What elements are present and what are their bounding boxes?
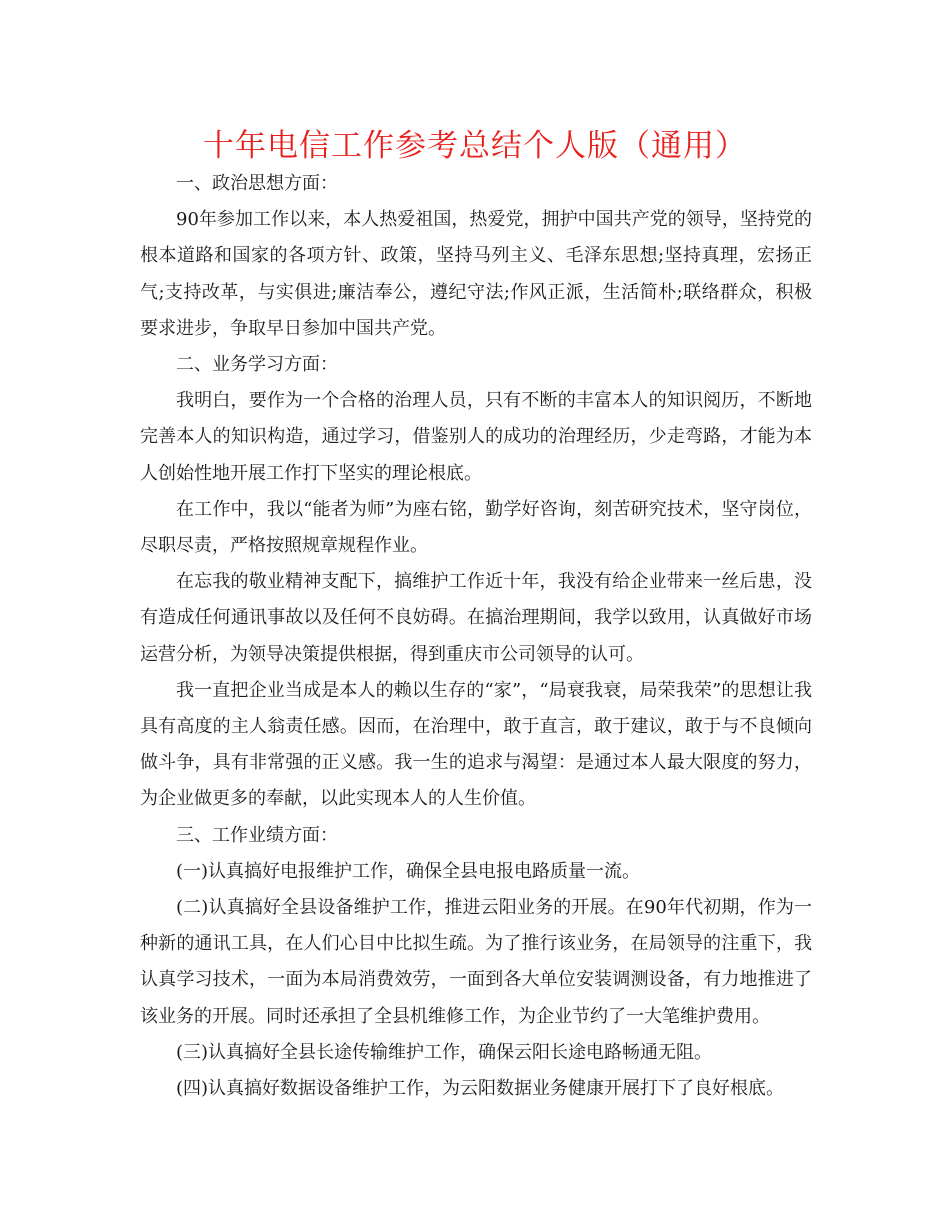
paragraph-study-1: 我明白，要作为一个合格的治理人员，只有不断的丰富本人的知识阅历，不断地完善本人的知识构造，通过学习，借鉴别人的成功的治理经历，少走弯路，才能为本人创始性地开展工作打下坚实的理论根底。 — [140, 390, 812, 484]
section-heading-performance: 三、工作业绩方面： — [176, 824, 338, 846]
document-body — [140, 166, 812, 1107]
paragraph-study-2: 在工作中，我以“能者为师”为座右铭，勤学好咨询，刻苦研究技术，坚守岗位，尽职尽责，严格按照规章规程作业。 — [140, 498, 812, 557]
section-heading-study: 二、业务学习方面： — [176, 354, 338, 376]
list-item-3: (三)认真搞好全县长途传输维护工作，确保云阳长途电路畅通无阻。 — [176, 1041, 713, 1063]
paragraph-study-3: 在忘我的敬业精神支配下，搞维护工作近十年，我没有给企业带来一丝后患，没有造成任何通讯事故以及任何不良妨碍。在搞治理期间，我学以致用，认真做好市场运营分析，为领导决策提供根据，得到重庆市公司领导的认可。 — [140, 571, 812, 665]
document-title: 十年电信工作参考总结个人版（通用） — [203, 128, 747, 164]
list-item-1: (一)认真搞好电报维护工作，确保全县电报电路质量一流。 — [176, 860, 641, 882]
paragraph-political: 90年参加工作以来，本人热爱祖国，热爱党，拥护中国共产党的领导，坚持党的根本道路和国家的各项方针、政策，坚持马列主义、毛泽东思想;坚持真理，宏扬正气;支持改革，与实俱进;廉洁奉公，遵纪守法;作风正派，生活简朴;联络群众，积极要求进步，争取早日参加中国共产党。 — [140, 209, 812, 339]
list-item-4: (四)认真搞好数据设备维护工作，为云阳数据业务健康开展打下了良好根底。 — [176, 1078, 785, 1100]
paragraph-study-4: 我一直把企业当成是本人的赖以生存的“家”，“局衰我衰，局荣我荣”的思想让我具有高度的主人翁责任感。因而，在治理中，敢于直言，敢于建议，敢于与不良倾向做斗争，具有非常强的正义感。我一生的追求与渴望：是通过本人最大限度的努力，为企业做更多的奉献，以此实现本人的人生价值。 — [140, 679, 812, 810]
section-heading-political: 一、政治思想方面： — [176, 173, 338, 194]
list-item-2: (二)认真搞好全县设备维护工作，推进云阳业务的开展。在90年代初期，作为一种新的通讯工具，在人们心目中比拟生疏。为了推行该业务，在局领导的注重下，我认真学习技术，一面为本局消费效劳，一面到各大单位安装调测设备，有力地推进了该业务的开展。同时还承担了全县机维修工作，为企业节约了一大笔维护费用。 — [140, 897, 812, 1027]
